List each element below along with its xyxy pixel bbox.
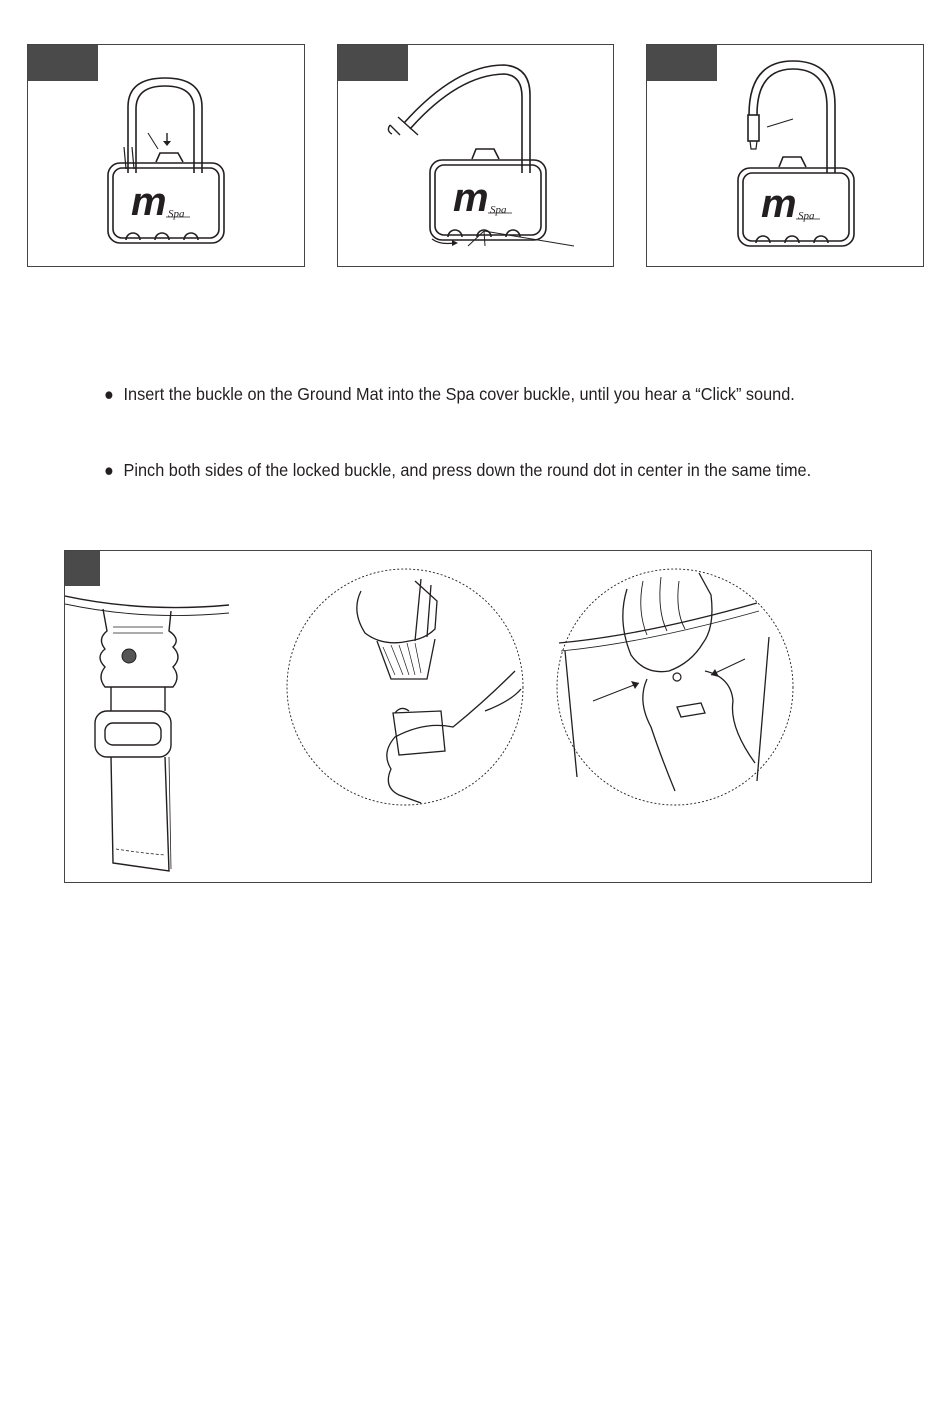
instruction-text: Pinch both sides of the locked buckle, and press down the round dot in center in the same time. — [123, 460, 812, 480]
logo-spa: Spa — [168, 208, 185, 220]
padlock-open-illustration — [338, 45, 615, 268]
round-dot — [122, 649, 136, 663]
pinch-buckle-drawing — [557, 569, 793, 805]
bullet-icon: ● — [104, 384, 114, 404]
logo-spa: Spa — [490, 204, 507, 216]
padlock-released-illustration — [647, 45, 925, 268]
instruction-text: Insert the buckle on the Ground Mat into the Spa cover buckle, until you hear a “Click” sound. — [123, 384, 795, 404]
padlock-closed-illustration — [28, 45, 306, 268]
buckle-panel — [64, 550, 872, 883]
insert-buckle-drawing — [287, 569, 523, 805]
logo-m: m — [131, 180, 167, 224]
instruction-insert-buckle — [104, 384, 795, 404]
instruction-release-buckle — [104, 460, 811, 480]
bullet-icon: ● — [104, 460, 114, 480]
lock-step-1-panel — [27, 44, 305, 267]
logo-m: m — [453, 176, 489, 220]
logo-spa: Spa — [798, 210, 815, 222]
logo-m: m — [761, 182, 797, 226]
strap-buckle-drawing — [65, 596, 229, 871]
buckle-illustrations — [65, 551, 873, 884]
lock-step-3-panel — [646, 44, 924, 267]
lock-step-2-panel — [337, 44, 614, 267]
